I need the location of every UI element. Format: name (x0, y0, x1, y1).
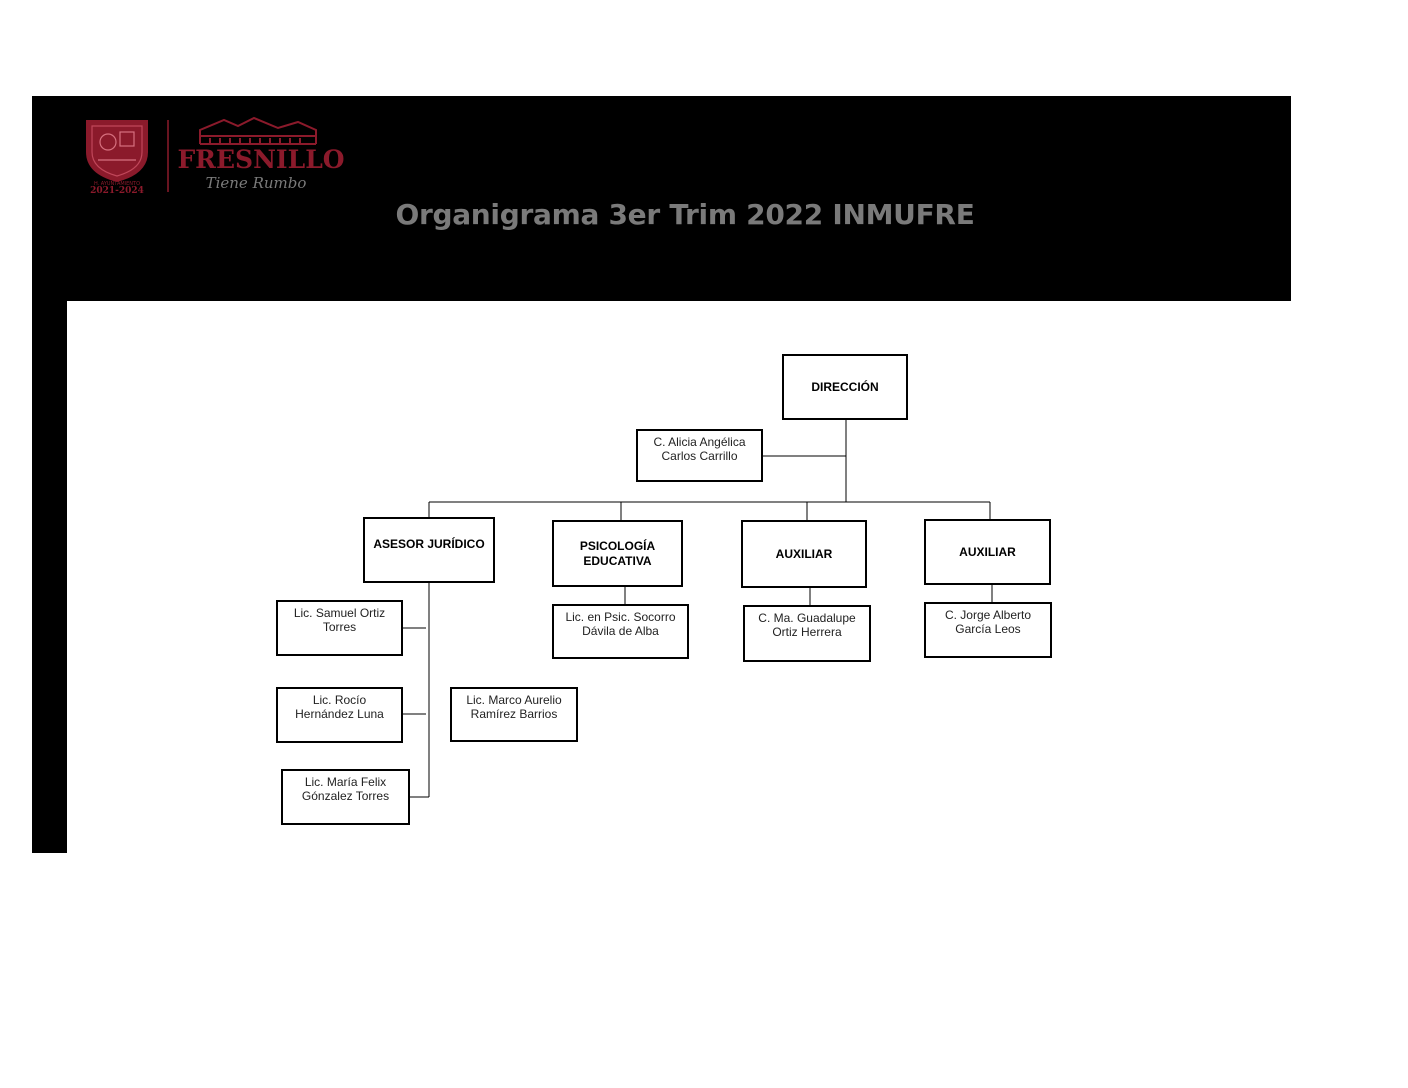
brand-text: FRESNILLO (177, 145, 345, 174)
node-asesor-juridico: ASESOR JURÍDICO (363, 517, 495, 583)
seal-text: H. AYUNTAMIENTO (93, 181, 141, 187)
node-direccion-label: DIRECCIÓN (811, 379, 879, 394)
node-staff-jorge: C. Jorge Alberto García Leos (924, 602, 1052, 658)
node-auxiliar-2: AUXILIAR (924, 519, 1051, 585)
slogan-text: Tiene Rumbo (205, 174, 307, 192)
node-psicologia-educativa: PSICOLOGÍA EDUCATIVA (552, 520, 683, 587)
node-staff-marco: Lic. Marco Aurelio Ramírez Barrios (450, 687, 578, 742)
node-staff-maria: Lic. María Felix Gónzalez Torres (281, 769, 410, 825)
node-direccion (782, 354, 908, 420)
node-auxiliar-1: AUXILIAR (741, 520, 867, 588)
node-staff-samuel: Lic. Samuel Ortiz Torres (276, 600, 403, 656)
node-direccion-staff: C. Alicia Angélica Carlos Carrillo (636, 429, 763, 482)
seal-years: 2021-2024 (90, 186, 144, 196)
node-staff-socorro: Lic. en Psic. Socorro Dávila de Alba (552, 604, 689, 659)
page-title: Organigrama 3er Trim 2022 INMUFRE (395, 198, 975, 231)
node-staff-guadalupe: C. Ma. Guadalupe Ortiz Herrera (743, 605, 871, 662)
node-staff-rocio: Lic. Rocío Hernández Luna (276, 687, 403, 743)
